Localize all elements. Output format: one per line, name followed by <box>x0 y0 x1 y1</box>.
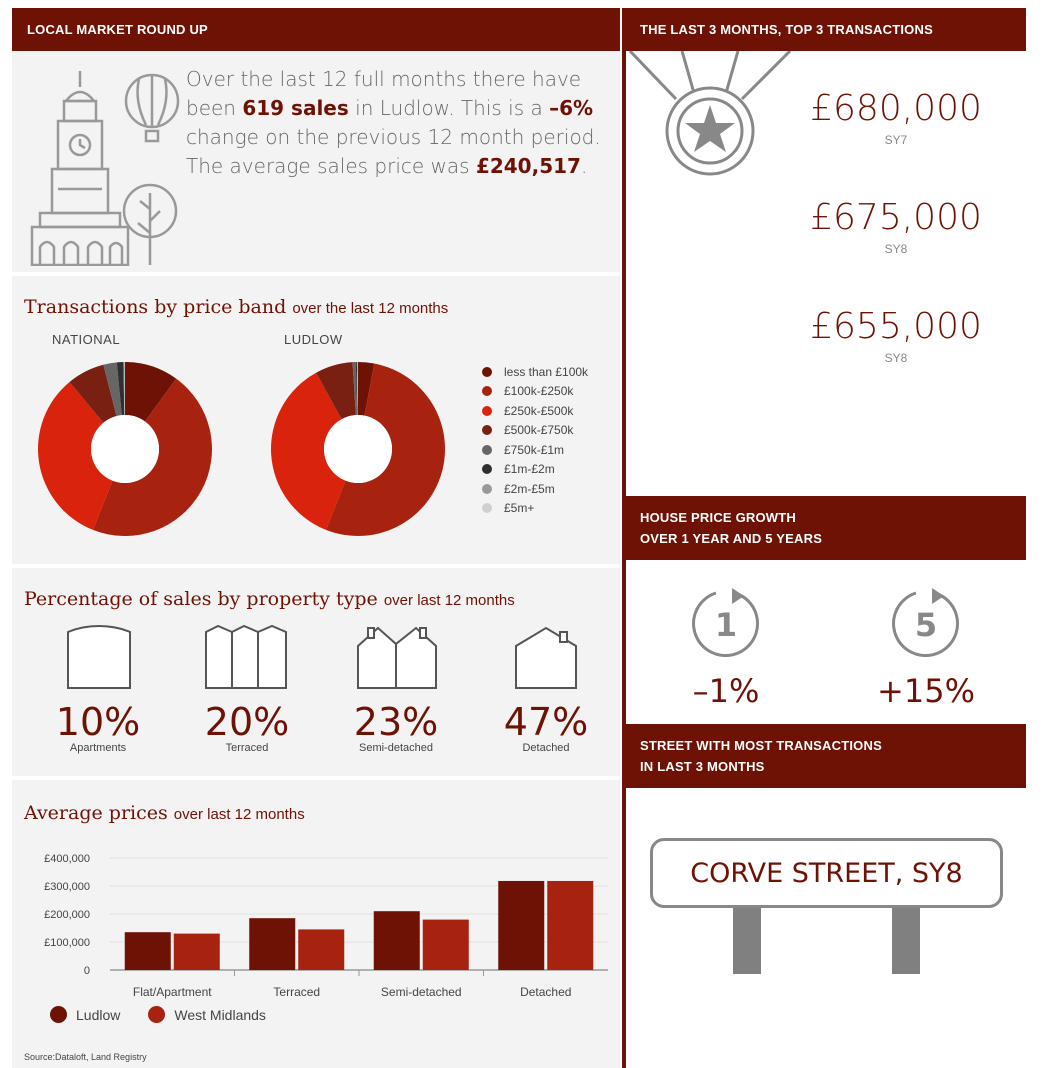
detached-label: Detached <box>522 742 570 754</box>
one-year-cycle-icon <box>688 586 764 662</box>
national-label: NATIONAL <box>52 332 121 347</box>
bar-ludlow-2 <box>374 911 420 970</box>
legend-item <box>482 479 588 499</box>
bar-west-midlands-1 <box>298 929 344 970</box>
legend-item <box>482 401 588 421</box>
national-donut-chart <box>37 361 213 537</box>
legend-label: £5m+ <box>504 501 535 516</box>
header-top-transactions-text: THE LAST 3 MONTHS, TOP 3 TRANSACTIONS <box>640 22 933 37</box>
bar-west-midlands-0 <box>174 934 220 970</box>
legend-item <box>482 499 588 519</box>
top-transaction-1 <box>776 88 1016 147</box>
top-transaction-1-postcode: SY7 <box>884 133 908 147</box>
y-tick-label: £300,000 <box>44 881 90 893</box>
price-band-title <box>24 296 448 318</box>
bar-west-midlands-3 <box>547 881 593 970</box>
legend-swatch <box>482 386 492 396</box>
header-street-line2: IN LAST 3 MONTHS <box>640 759 765 774</box>
sales-change: –6% <box>549 96 594 120</box>
x-category-label: Detached <box>520 985 572 999</box>
sales-count: 619 sales <box>242 96 349 120</box>
intro-panel <box>12 51 620 272</box>
legend-label: £250k-£500k <box>504 403 574 418</box>
property-type-detached <box>496 702 596 754</box>
five-year-growth: +15% <box>877 672 975 710</box>
detached-icon <box>512 624 580 690</box>
price-band-panel <box>12 276 620 564</box>
legend-label: £750k-£1m <box>504 442 565 457</box>
apartments-label: Apartments <box>69 742 127 754</box>
top-transaction-2 <box>776 197 1016 256</box>
five-year-icon-label: 5 <box>914 606 938 644</box>
average-prices-bar-chart <box>12 840 620 1030</box>
header-price-growth-line2: OVER 1 YEAR AND 5 YEARS <box>640 531 823 546</box>
legend-swatch <box>482 445 492 455</box>
average-price: £240,517 <box>475 154 581 178</box>
legend-item <box>482 382 588 402</box>
property-type-apartments <box>48 702 148 754</box>
header-street-line1: STREET WITH MOST TRANSACTIONS <box>640 738 882 753</box>
legend-swatch <box>482 464 492 474</box>
street-name: CORVE STREET, SY8 <box>690 857 963 889</box>
y-tick-label: £200,000 <box>44 909 90 921</box>
medal-icon <box>626 51 796 176</box>
x-category-label: Semi-detached <box>380 985 462 999</box>
legend-swatch <box>482 484 492 494</box>
ludlow-label: LUDLOW <box>284 332 343 347</box>
bar-ludlow-1 <box>249 918 295 970</box>
semi-label: Semi-detached <box>359 742 433 754</box>
legend-label: £1m-£2m <box>504 462 555 477</box>
legend-item <box>482 421 588 441</box>
y-tick-label: 0 <box>83 965 90 977</box>
intro-part1: Over the last 12 full months there have been <box>186 67 582 120</box>
intro-part3: change on the previous 12 month period. The average sales price was <box>186 125 601 178</box>
top-transaction-3-price: £655,000 <box>810 306 982 347</box>
street-sign <box>650 838 1003 908</box>
property-type-title <box>24 588 515 610</box>
national-donut-hole <box>91 415 159 483</box>
price-band-subtitle: over the last 12 months <box>292 300 449 317</box>
top-transaction-2-postcode: SY8 <box>884 242 908 256</box>
street-sign-post-left <box>733 900 761 974</box>
bar-legend-swatch <box>50 1006 67 1023</box>
bar-ludlow-3 <box>498 881 544 970</box>
top-transaction-1-price: £680,000 <box>810 88 982 129</box>
apartment-icon <box>64 624 134 690</box>
legend-item <box>482 362 588 382</box>
price-band-legend <box>482 362 588 518</box>
ludlow-donut-chart <box>270 361 446 537</box>
property-type-title-main: Percentage of sales by property type <box>24 588 378 610</box>
average-prices-panel <box>12 780 620 1068</box>
header-top-transactions <box>626 8 1026 51</box>
terraced-pct: 20% <box>204 700 290 744</box>
header-local-market-text: LOCAL MARKET ROUND UP <box>27 22 208 37</box>
x-category-label: Flat/Apartment <box>132 985 212 999</box>
average-prices-title <box>24 802 305 824</box>
terraced-icon <box>204 624 288 690</box>
bar-west-midlands-2 <box>423 920 469 970</box>
legend-item <box>482 460 588 480</box>
header-local-market <box>12 8 620 51</box>
legend-swatch <box>482 367 492 377</box>
legend-swatch <box>482 425 492 435</box>
header-price-growth <box>626 496 1026 560</box>
detached-pct: 47% <box>503 700 589 744</box>
semi-pct: 23% <box>353 700 439 744</box>
property-type-subtitle: over last 12 months <box>383 592 515 609</box>
top-transaction-2-price: £675,000 <box>810 197 982 238</box>
bar-legend-swatch <box>148 1006 165 1023</box>
terraced-label: Terraced <box>225 742 269 754</box>
average-prices-legend <box>50 1006 294 1023</box>
legend-label: £500k-£750k <box>504 423 574 438</box>
one-year-growth: –1% <box>692 672 760 710</box>
bar-ludlow-0 <box>125 932 171 970</box>
x-category-label: Terraced <box>273 985 321 999</box>
intro-part4: . <box>580 154 588 178</box>
street-sign-post-right <box>892 900 920 974</box>
legend-label: less than £100k <box>504 364 589 379</box>
source-note: Source:Dataloft, Land Registry <box>24 1052 147 1062</box>
header-street <box>626 724 1026 788</box>
legend-swatch <box>482 503 492 513</box>
top-transaction-3 <box>776 306 1016 365</box>
header-price-growth-line1: HOUSE PRICE GROWTH <box>640 510 796 525</box>
property-type-panel <box>12 568 620 776</box>
bar-legend-label: Ludlow <box>76 1006 121 1023</box>
legend-label: £2m-£5m <box>504 481 555 496</box>
bar-legend-label: West Midlands <box>174 1006 266 1023</box>
apartments-pct: 10% <box>55 700 141 744</box>
property-type-semi <box>346 702 446 754</box>
one-year-icon-label: 1 <box>714 606 738 644</box>
intro-text <box>186 65 616 181</box>
legend-label: £100k-£250k <box>504 384 574 399</box>
five-year-cycle-icon <box>888 586 964 662</box>
intro-part2: in Ludlow. This is a <box>348 96 550 120</box>
top-transaction-3-postcode: SY8 <box>884 351 908 365</box>
property-type-terraced <box>197 702 297 754</box>
semi-detached-icon <box>356 624 438 690</box>
y-tick-label: £400,000 <box>44 853 90 865</box>
price-band-title-main: Transactions by price band <box>24 296 287 318</box>
average-prices-title-main: Average prices <box>24 802 168 824</box>
legend-swatch <box>482 406 492 416</box>
town-illustration-icon <box>22 61 187 266</box>
ludlow-donut-hole <box>324 415 392 483</box>
legend-item <box>482 440 588 460</box>
y-tick-label: £100,000 <box>44 937 90 949</box>
average-prices-subtitle: over last 12 months <box>173 806 305 823</box>
